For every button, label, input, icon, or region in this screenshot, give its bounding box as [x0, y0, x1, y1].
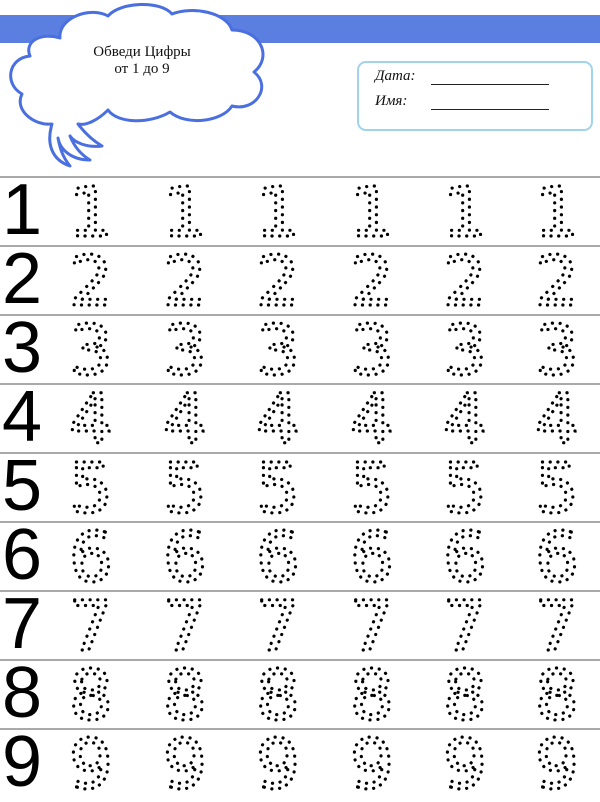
trace-digit-text: 9 — [163, 730, 207, 796]
trace-digit-text: 6 — [350, 523, 394, 589]
trace-digit-text: 5 — [69, 454, 113, 520]
name-label: Имя: — [375, 93, 408, 109]
dotted-digit-glyph — [56, 316, 126, 382]
model-digit: 6 — [2, 515, 43, 595]
dotted-trace-digit[interactable] — [150, 523, 220, 589]
trace-digit-text: 8 — [256, 661, 300, 727]
trace-digit-text: 7 — [163, 592, 207, 658]
trace-digit-text: 2 — [256, 247, 300, 313]
model-digit: 9 — [2, 722, 43, 802]
trace-digit-text: 8 — [163, 661, 207, 727]
dotted-trace-digit[interactable] — [337, 385, 407, 451]
dotted-trace-digit[interactable] — [430, 523, 500, 589]
trace-digit-text: 6 — [443, 523, 487, 589]
practice-row-7 — [0, 584, 600, 664]
dotted-trace-digit[interactable] — [430, 592, 500, 658]
trace-digit-text: 6 — [535, 523, 579, 589]
dotted-trace-digit[interactable] — [337, 661, 407, 727]
dotted-trace-digit[interactable] — [430, 385, 500, 451]
dotted-trace-digit[interactable] — [522, 247, 592, 313]
dotted-digit-glyph — [150, 316, 220, 382]
dotted-digit-glyph — [337, 454, 407, 520]
dotted-digit-glyph — [243, 454, 313, 520]
dotted-trace-digit[interactable] — [243, 661, 313, 727]
dotted-trace-digit[interactable] — [243, 247, 313, 313]
dotted-trace-digit[interactable] — [430, 454, 500, 520]
practice-row-2 — [0, 239, 600, 319]
trace-digit-text: 8 — [443, 661, 487, 727]
dotted-trace-digit[interactable] — [243, 523, 313, 589]
dotted-digit-glyph — [430, 385, 500, 451]
trace-digit-text: 1 — [535, 178, 579, 244]
dotted-digit-glyph — [430, 178, 500, 244]
trace-digit-text: 8 — [69, 661, 113, 727]
dotted-digit-glyph — [56, 178, 126, 244]
dotted-digit-glyph — [522, 661, 592, 727]
trace-digit-text: 1 — [443, 178, 487, 244]
dotted-trace-digit[interactable] — [522, 730, 592, 796]
dotted-digit-glyph — [243, 385, 313, 451]
trace-digit-text: 4 — [443, 385, 487, 451]
dotted-trace-digit[interactable] — [522, 523, 592, 589]
trace-digit-text: 7 — [443, 592, 487, 658]
dotted-digit-glyph — [150, 523, 220, 589]
model-digit: 2 — [2, 239, 43, 319]
trace-digit-text: 5 — [256, 454, 300, 520]
date-label: Дата: — [375, 68, 416, 84]
trace-digit-text: 3 — [350, 316, 394, 382]
dotted-trace-digit[interactable] — [243, 454, 313, 520]
dotted-trace-digit[interactable] — [430, 247, 500, 313]
trace-digit-text: 5 — [535, 454, 579, 520]
tracing-practice-area — [0, 170, 600, 802]
dotted-trace-digit[interactable] — [337, 523, 407, 589]
trace-digit-text: 3 — [443, 316, 487, 382]
dotted-trace-digit[interactable] — [430, 316, 500, 382]
dotted-trace-digit[interactable] — [337, 178, 407, 244]
dotted-trace-digit[interactable] — [243, 178, 313, 244]
dotted-digit-glyph — [243, 247, 313, 313]
trace-digit-text: 2 — [350, 247, 394, 313]
trace-digit-text: 4 — [69, 385, 113, 451]
trace-digit-text: 5 — [350, 454, 394, 520]
dotted-digit-glyph — [430, 454, 500, 520]
dotted-digit-glyph — [337, 247, 407, 313]
dotted-trace-digit[interactable] — [522, 661, 592, 727]
dotted-digit-glyph — [243, 730, 313, 796]
trace-digit-text: 5 — [443, 454, 487, 520]
dotted-trace-digit[interactable] — [56, 385, 126, 451]
dotted-digit-glyph — [150, 592, 220, 658]
dotted-digit-glyph — [150, 385, 220, 451]
trace-digit-text: 4 — [535, 385, 579, 451]
trace-digit-text: 9 — [350, 730, 394, 796]
dotted-digit-glyph — [150, 730, 220, 796]
dotted-trace-digit[interactable] — [522, 592, 592, 658]
model-digit: 3 — [2, 308, 43, 388]
model-digit: 5 — [2, 446, 43, 526]
trace-digit-text: 8 — [350, 661, 394, 727]
dotted-trace-digit[interactable] — [243, 730, 313, 796]
cloud-shape — [0, 0, 300, 175]
practice-row-1 — [0, 170, 600, 250]
practice-row-6 — [0, 515, 600, 595]
dotted-trace-digit[interactable] — [522, 316, 592, 382]
dotted-digit-glyph — [337, 385, 407, 451]
trace-digit-text: 1 — [256, 178, 300, 244]
dotted-digit-glyph — [243, 178, 313, 244]
trace-digit-text: 9 — [69, 730, 113, 796]
dotted-digit-glyph — [243, 592, 313, 658]
trace-digit-text: 1 — [163, 178, 207, 244]
dotted-trace-digit[interactable] — [56, 316, 126, 382]
dotted-digit-glyph — [430, 316, 500, 382]
trace-digit-text: 9 — [443, 730, 487, 796]
trace-digit-text: 2 — [69, 247, 113, 313]
dotted-digit-glyph — [337, 730, 407, 796]
trace-digit-text: 1 — [69, 178, 113, 244]
dotted-trace-digit[interactable] — [337, 592, 407, 658]
dotted-trace-digit[interactable] — [522, 454, 592, 520]
trace-digit-text: 5 — [163, 454, 207, 520]
dotted-trace-digit[interactable] — [56, 454, 126, 520]
dotted-digit-glyph — [337, 592, 407, 658]
dotted-digit-glyph — [337, 523, 407, 589]
trace-digit-text: 7 — [69, 592, 113, 658]
dotted-digit-glyph — [522, 730, 592, 796]
model-digit: 8 — [2, 653, 43, 733]
dotted-trace-digit[interactable] — [150, 316, 220, 382]
dotted-trace-digit[interactable] — [337, 454, 407, 520]
trace-digit-text: 6 — [163, 523, 207, 589]
trace-digit-text: 1 — [350, 178, 394, 244]
dotted-trace-digit[interactable] — [337, 247, 407, 313]
practice-row-4 — [0, 377, 600, 457]
trace-digit-text: 3 — [163, 316, 207, 382]
worksheet-title — [64, 44, 220, 78]
dotted-digit-glyph — [150, 178, 220, 244]
dotted-trace-digit[interactable] — [522, 178, 592, 244]
trace-digit-text: 7 — [350, 592, 394, 658]
dotted-digit-glyph — [243, 523, 313, 589]
dotted-trace-digit[interactable] — [56, 523, 126, 589]
trace-digit-text: 3 — [535, 316, 579, 382]
dotted-digit-glyph — [56, 730, 126, 796]
dotted-digit-glyph — [56, 247, 126, 313]
dotted-digit-glyph — [430, 661, 500, 727]
dotted-digit-glyph — [56, 523, 126, 589]
trace-digit-text: 7 — [535, 592, 579, 658]
dotted-digit-glyph — [243, 661, 313, 727]
dotted-digit-glyph — [150, 454, 220, 520]
title-line-2: от 1 до 9 — [114, 61, 170, 77]
practice-row-8 — [0, 653, 600, 733]
dotted-digit-glyph — [56, 454, 126, 520]
dotted-trace-digit[interactable] — [56, 247, 126, 313]
dotted-trace-digit[interactable] — [56, 661, 126, 727]
dotted-trace-digit[interactable] — [150, 247, 220, 313]
title-line-1: Обведи Цифры — [93, 44, 191, 60]
dotted-trace-digit[interactable] — [56, 730, 126, 796]
title-cloud — [0, 0, 300, 175]
trace-digit-text: 6 — [69, 523, 113, 589]
dotted-digit-glyph — [337, 316, 407, 382]
trace-digit-text: 2 — [535, 247, 579, 313]
dotted-digit-glyph — [522, 178, 592, 244]
model-digit: 1 — [2, 170, 43, 250]
dotted-trace-digit[interactable] — [243, 316, 313, 382]
practice-row-3 — [0, 308, 600, 388]
dotted-trace-digit[interactable] — [150, 592, 220, 658]
dotted-digit-glyph — [522, 247, 592, 313]
dotted-trace-digit[interactable] — [150, 730, 220, 796]
student-info-box — [357, 61, 593, 131]
dotted-digit-glyph — [522, 316, 592, 382]
dotted-digit-glyph — [430, 730, 500, 796]
dotted-digit-glyph — [337, 178, 407, 244]
trace-digit-text: 7 — [256, 592, 300, 658]
dotted-trace-digit[interactable] — [243, 592, 313, 658]
practice-row-9 — [0, 722, 600, 802]
dotted-digit-glyph — [56, 661, 126, 727]
dotted-trace-digit[interactable] — [150, 385, 220, 451]
date-field-line[interactable] — [431, 84, 549, 85]
dotted-trace-digit[interactable] — [430, 730, 500, 796]
dotted-trace-digit[interactable] — [56, 178, 126, 244]
dotted-digit-glyph — [522, 385, 592, 451]
dotted-trace-digit[interactable] — [150, 661, 220, 727]
dotted-trace-digit[interactable] — [243, 385, 313, 451]
trace-digit-text: 4 — [163, 385, 207, 451]
dotted-digit-glyph — [430, 247, 500, 313]
dotted-trace-digit[interactable] — [430, 178, 500, 244]
trace-digit-text: 2 — [443, 247, 487, 313]
dotted-digit-glyph — [243, 316, 313, 382]
dotted-trace-digit[interactable] — [150, 178, 220, 244]
dotted-trace-digit[interactable] — [430, 661, 500, 727]
trace-digit-text: 2 — [163, 247, 207, 313]
trace-digit-text: 6 — [256, 523, 300, 589]
dotted-trace-digit[interactable] — [337, 316, 407, 382]
trace-digit-text: 9 — [535, 730, 579, 796]
dotted-digit-glyph — [150, 661, 220, 727]
model-digit: 4 — [2, 377, 43, 457]
trace-digit-text: 3 — [256, 316, 300, 382]
trace-digit-text: 4 — [256, 385, 300, 451]
dotted-digit-glyph — [522, 454, 592, 520]
trace-digit-text: 3 — [69, 316, 113, 382]
dotted-trace-digit[interactable] — [56, 592, 126, 658]
dotted-digit-glyph — [150, 247, 220, 313]
dotted-digit-glyph — [522, 523, 592, 589]
dotted-trace-digit[interactable] — [337, 730, 407, 796]
dotted-digit-glyph — [522, 592, 592, 658]
dotted-trace-digit[interactable] — [522, 385, 592, 451]
trace-digit-text: 4 — [350, 385, 394, 451]
dotted-digit-glyph — [337, 661, 407, 727]
dotted-digit-glyph — [430, 523, 500, 589]
dotted-digit-glyph — [430, 592, 500, 658]
dotted-digit-glyph — [56, 592, 126, 658]
model-digit: 7 — [2, 584, 43, 664]
trace-digit-text: 9 — [256, 730, 300, 796]
dotted-digit-glyph — [56, 385, 126, 451]
practice-row-5 — [0, 446, 600, 526]
trace-digit-text: 8 — [535, 661, 579, 727]
dotted-trace-digit[interactable] — [150, 454, 220, 520]
name-field-line[interactable] — [431, 109, 549, 110]
